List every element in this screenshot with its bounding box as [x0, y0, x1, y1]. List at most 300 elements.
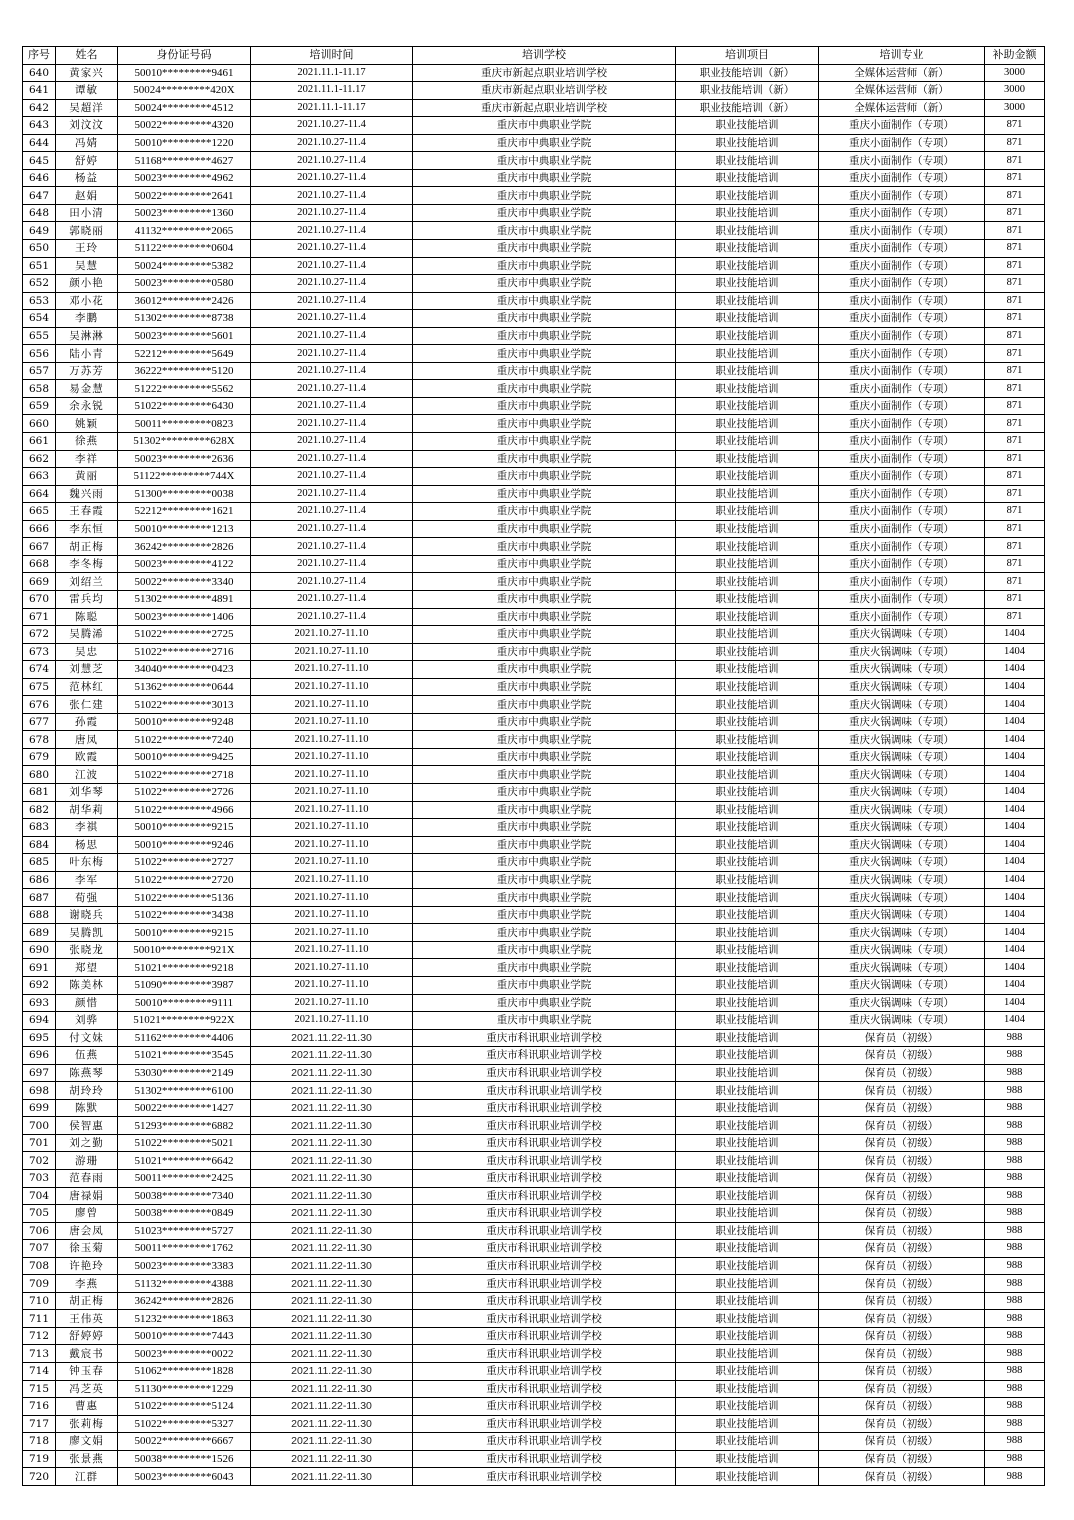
id-number-cell: 51022*********2726	[118, 783, 251, 801]
major-cell: 保育员（初级）	[819, 1047, 985, 1065]
major-cell: 重庆火锅调味（专项）	[819, 1012, 985, 1030]
major-cell: 保育员（初级）	[819, 1064, 985, 1082]
training-date-cell: 2021.11.1-11.17	[251, 82, 413, 100]
name-cell: 陈燕琴	[56, 1064, 118, 1082]
project-cell: 职业技能培训	[676, 1187, 819, 1205]
table-row	[23, 82, 1045, 100]
training-date-cell: 2021.10.27-11.4	[251, 468, 413, 486]
name-cell: 冯婧	[56, 134, 118, 152]
training-date-cell: 2021.10.27-11.10	[251, 994, 413, 1012]
school-cell: 重庆市中典职业学院	[413, 766, 676, 784]
training-date-cell: 2021.10.27-11.10	[251, 941, 413, 959]
school-cell: 重庆市中典职业学院	[413, 485, 676, 503]
training-date-cell: 2021.11.22-11.30	[251, 1433, 413, 1451]
project-cell: 职业技能培训	[676, 450, 819, 468]
subsidy-roster-sheet	[22, 46, 1044, 1486]
amount-cell: 988	[985, 1310, 1045, 1328]
id-number-cell: 51022*********2725	[118, 626, 251, 644]
amount-cell: 1404	[985, 696, 1045, 714]
amount-cell: 1404	[985, 889, 1045, 907]
table-row	[23, 959, 1045, 977]
project-cell: 职业技能培训	[676, 731, 819, 749]
index-cell: 697	[23, 1064, 56, 1082]
project-cell: 职业技能培训	[676, 783, 819, 801]
name-cell: 姚颖	[56, 415, 118, 433]
training-date-cell: 2021.11.22-11.30	[251, 1170, 413, 1188]
index-cell: 667	[23, 538, 56, 556]
school-cell: 重庆市科讯职业培训学校	[413, 1363, 676, 1381]
school-cell: 重庆市中典职业学院	[413, 836, 676, 854]
col-header-project: 培训项目	[676, 47, 819, 65]
table-row	[23, 819, 1045, 837]
project-cell: 职业技能培训	[676, 1415, 819, 1433]
amount-cell: 1404	[985, 819, 1045, 837]
name-cell: 张景燕	[56, 1450, 118, 1468]
project-cell: 职业技能培训	[676, 994, 819, 1012]
major-cell: 保育员（初级）	[819, 1398, 985, 1416]
table-row	[23, 608, 1045, 626]
amount-cell: 871	[985, 169, 1045, 187]
table-row	[23, 1415, 1045, 1433]
id-number-cell: 51222*********5562	[118, 380, 251, 398]
training-date-cell: 2021.10.27-11.10	[251, 766, 413, 784]
name-cell: 刘之勤	[56, 1134, 118, 1152]
table-row	[23, 380, 1045, 398]
table-row	[23, 327, 1045, 345]
project-cell: 职业技能培训	[676, 766, 819, 784]
school-cell: 重庆市中典职业学院	[413, 871, 676, 889]
amount-cell: 988	[985, 1134, 1045, 1152]
id-number-cell: 50022*********3340	[118, 573, 251, 591]
major-cell: 重庆小面制作（专项）	[819, 257, 985, 275]
name-cell: 李鹏	[56, 310, 118, 328]
index-cell: 656	[23, 345, 56, 363]
project-cell: 职业技能培训	[676, 1012, 819, 1030]
training-date-cell: 2021.10.27-11.10	[251, 819, 413, 837]
school-cell: 重庆市中典职业学院	[413, 134, 676, 152]
project-cell: 职业技能培训	[676, 1099, 819, 1117]
table-row	[23, 941, 1045, 959]
id-number-cell: 51090*********3987	[118, 976, 251, 994]
school-cell: 重庆市中典职业学院	[413, 345, 676, 363]
project-cell: 职业技能培训	[676, 1117, 819, 1135]
name-cell: 李祺	[56, 819, 118, 837]
project-cell: 职业技能培训	[676, 169, 819, 187]
index-cell: 678	[23, 731, 56, 749]
amount-cell: 871	[985, 520, 1045, 538]
index-cell: 699	[23, 1099, 56, 1117]
table-row	[23, 1327, 1045, 1345]
table-row	[23, 222, 1045, 240]
training-date-cell: 2021.11.22-11.30	[251, 1363, 413, 1381]
project-cell: 职业技能培训	[676, 1170, 819, 1188]
major-cell: 保育员（初级）	[819, 1205, 985, 1223]
school-cell: 重庆市中典职业学院	[413, 362, 676, 380]
name-cell: 伍燕	[56, 1047, 118, 1065]
project-cell: 职业技能培训	[676, 1222, 819, 1240]
amount-cell: 1404	[985, 661, 1045, 679]
project-cell: 职业技能培训	[676, 1292, 819, 1310]
school-cell: 重庆市中典职业学院	[413, 415, 676, 433]
name-cell: 郭晓丽	[56, 222, 118, 240]
name-cell: 胡玲玲	[56, 1082, 118, 1100]
project-cell: 职业技能培训	[676, 959, 819, 977]
training-date-cell: 2021.10.27-11.4	[251, 433, 413, 451]
amount-cell: 871	[985, 345, 1045, 363]
school-cell: 重庆市科讯职业培训学校	[413, 1064, 676, 1082]
amount-cell: 871	[985, 485, 1045, 503]
id-number-cell: 50023*********6043	[118, 1468, 251, 1486]
name-cell: 叶东梅	[56, 854, 118, 872]
project-cell: 职业技能培训	[676, 1310, 819, 1328]
project-cell: 职业技能培训	[676, 1134, 819, 1152]
index-cell: 648	[23, 204, 56, 222]
name-cell: 胡华莉	[56, 801, 118, 819]
training-date-cell: 2021.10.27-11.10	[251, 643, 413, 661]
training-date-cell: 2021.10.27-11.4	[251, 608, 413, 626]
school-cell: 重庆市中典职业学院	[413, 854, 676, 872]
id-number-cell: 51122*********0604	[118, 240, 251, 258]
major-cell: 保育员（初级）	[819, 1029, 985, 1047]
school-cell: 重庆市科讯职业培训学校	[413, 1327, 676, 1345]
amount-cell: 988	[985, 1398, 1045, 1416]
major-cell: 重庆小面制作（专项）	[819, 117, 985, 135]
school-cell: 重庆市中典职业学院	[413, 643, 676, 661]
school-cell: 重庆市中典职业学院	[413, 801, 676, 819]
amount-cell: 988	[985, 1380, 1045, 1398]
amount-cell: 871	[985, 310, 1045, 328]
name-cell: 李祥	[56, 450, 118, 468]
table-row	[23, 468, 1045, 486]
table-row	[23, 573, 1045, 591]
id-number-cell: 51022*********2718	[118, 766, 251, 784]
training-date-cell: 2021.11.22-11.30	[251, 1380, 413, 1398]
id-number-cell: 51022*********7240	[118, 731, 251, 749]
name-cell: 胡正梅	[56, 538, 118, 556]
project-cell: 职业技能培训	[676, 187, 819, 205]
amount-cell: 1404	[985, 906, 1045, 924]
training-date-cell: 2021.11.22-11.30	[251, 1415, 413, 1433]
table-row	[23, 503, 1045, 521]
project-cell: 职业技能培训	[676, 362, 819, 380]
training-date-cell: 2021.10.27-11.10	[251, 976, 413, 994]
school-cell: 重庆市中典职业学院	[413, 976, 676, 994]
project-cell: 职业技能培训	[676, 713, 819, 731]
index-cell: 680	[23, 766, 56, 784]
training-date-cell: 2021.11.22-11.30	[251, 1152, 413, 1170]
major-cell: 重庆火锅调味（专项）	[819, 819, 985, 837]
major-cell: 保育员（初级）	[819, 1275, 985, 1293]
amount-cell: 1404	[985, 626, 1045, 644]
major-cell: 重庆小面制作（专项）	[819, 152, 985, 170]
amount-cell: 1404	[985, 1012, 1045, 1030]
major-cell: 重庆小面制作（专项）	[819, 240, 985, 258]
school-cell: 重庆市新起点职业培训学校	[413, 64, 676, 82]
project-cell: 职业技能培训	[676, 590, 819, 608]
project-cell: 职业技能培训	[676, 678, 819, 696]
name-cell: 吴腾浠	[56, 626, 118, 644]
table-row	[23, 1468, 1045, 1486]
major-cell: 保育员（初级）	[819, 1433, 985, 1451]
amount-cell: 871	[985, 538, 1045, 556]
project-cell: 职业技能培训	[676, 204, 819, 222]
training-date-cell: 2021.11.1-11.17	[251, 99, 413, 117]
table-row	[23, 1240, 1045, 1258]
school-cell: 重庆市中典职业学院	[413, 1012, 676, 1030]
school-cell: 重庆市科讯职业培训学校	[413, 1257, 676, 1275]
index-cell: 684	[23, 836, 56, 854]
id-number-cell: 51232*********1863	[118, 1310, 251, 1328]
major-cell: 重庆火锅调味（专项）	[819, 713, 985, 731]
training-date-cell: 2021.10.27-11.10	[251, 871, 413, 889]
training-date-cell: 2021.11.22-11.30	[251, 1345, 413, 1363]
major-cell: 重庆小面制作（专项）	[819, 204, 985, 222]
training-date-cell: 2021.10.27-11.10	[251, 783, 413, 801]
index-cell: 643	[23, 117, 56, 135]
index-cell: 705	[23, 1205, 56, 1223]
project-cell: 职业技能培训	[676, 801, 819, 819]
project-cell: 职业技能培训	[676, 626, 819, 644]
major-cell: 保育员（初级）	[819, 1345, 985, 1363]
table-row	[23, 766, 1045, 784]
school-cell: 重庆市科讯职业培训学校	[413, 1099, 676, 1117]
table-row	[23, 134, 1045, 152]
table-row	[23, 871, 1045, 889]
id-number-cell: 50022*********4320	[118, 117, 251, 135]
table-row	[23, 1170, 1045, 1188]
project-cell: 职业技能培训	[676, 1363, 819, 1381]
id-number-cell: 51022*********4966	[118, 801, 251, 819]
project-cell: 职业技能培训	[676, 1275, 819, 1293]
training-date-cell: 2021.10.27-11.10	[251, 1012, 413, 1030]
training-date-cell: 2021.10.27-11.4	[251, 555, 413, 573]
table-row	[23, 1222, 1045, 1240]
name-cell: 余永锐	[56, 397, 118, 415]
name-cell: 李燕	[56, 1275, 118, 1293]
project-cell: 职业技能培训	[676, 1468, 819, 1486]
id-number-cell: 50010*********9111	[118, 994, 251, 1012]
id-number-cell: 51130*********1229	[118, 1380, 251, 1398]
project-cell: 职业技能培训（新）	[676, 64, 819, 82]
table-row	[23, 1134, 1045, 1152]
id-number-cell: 34040*********0423	[118, 661, 251, 679]
project-cell: 职业技能培训	[676, 1064, 819, 1082]
table-row	[23, 1450, 1045, 1468]
amount-cell: 988	[985, 1205, 1045, 1223]
project-cell: 职业技能培训	[676, 275, 819, 293]
index-cell: 709	[23, 1275, 56, 1293]
index-cell: 658	[23, 380, 56, 398]
project-cell: 职业技能培训（新）	[676, 99, 819, 117]
major-cell: 重庆火锅调味（专项）	[819, 696, 985, 714]
id-number-cell: 51022*********5021	[118, 1134, 251, 1152]
table-row	[23, 1380, 1045, 1398]
name-cell: 戴宸书	[56, 1345, 118, 1363]
name-cell: 杨思	[56, 836, 118, 854]
index-cell: 645	[23, 152, 56, 170]
id-number-cell: 41132*********2065	[118, 222, 251, 240]
major-cell: 重庆火锅调味（专项）	[819, 783, 985, 801]
name-cell: 江群	[56, 1468, 118, 1486]
id-number-cell: 51022*********6430	[118, 397, 251, 415]
school-cell: 重庆市中典职业学院	[413, 573, 676, 591]
project-cell: 职业技能培训	[676, 415, 819, 433]
table-row	[23, 292, 1045, 310]
project-cell: 职业技能培训	[676, 1433, 819, 1451]
name-cell: 吴慧	[56, 257, 118, 275]
school-cell: 重庆市科讯职业培训学校	[413, 1398, 676, 1416]
amount-cell: 1404	[985, 678, 1045, 696]
amount-cell: 1404	[985, 766, 1045, 784]
major-cell: 重庆小面制作（专项）	[819, 468, 985, 486]
major-cell: 重庆小面制作（专项）	[819, 433, 985, 451]
training-date-cell: 2021.11.22-11.30	[251, 1029, 413, 1047]
major-cell: 重庆小面制作（专项）	[819, 573, 985, 591]
amount-cell: 1404	[985, 801, 1045, 819]
training-date-cell: 2021.11.22-11.30	[251, 1047, 413, 1065]
index-cell: 695	[23, 1029, 56, 1047]
project-cell: 职业技能培训	[676, 643, 819, 661]
name-cell: 郑望	[56, 959, 118, 977]
id-number-cell: 51021*********922X	[118, 1012, 251, 1030]
training-date-cell: 2021.11.22-11.30	[251, 1292, 413, 1310]
training-date-cell: 2021.10.27-11.10	[251, 906, 413, 924]
training-date-cell: 2021.10.27-11.10	[251, 836, 413, 854]
school-cell: 重庆市中典职业学院	[413, 257, 676, 275]
amount-cell: 988	[985, 1292, 1045, 1310]
table-row	[23, 854, 1045, 872]
index-cell: 649	[23, 222, 56, 240]
id-number-cell: 50010*********9461	[118, 64, 251, 82]
project-cell: 职业技能培训	[676, 485, 819, 503]
major-cell: 保育员（初级）	[819, 1363, 985, 1381]
amount-cell: 988	[985, 1047, 1045, 1065]
school-cell: 重庆市中典职业学院	[413, 292, 676, 310]
name-cell: 游珊	[56, 1152, 118, 1170]
index-cell: 682	[23, 801, 56, 819]
id-number-cell: 50011*********1762	[118, 1240, 251, 1258]
amount-cell: 1404	[985, 783, 1045, 801]
id-number-cell: 50024*********4512	[118, 99, 251, 117]
major-cell: 重庆火锅调味（专项）	[819, 976, 985, 994]
index-cell: 662	[23, 450, 56, 468]
school-cell: 重庆市中典职业学院	[413, 731, 676, 749]
school-cell: 重庆市中典职业学院	[413, 187, 676, 205]
table-row	[23, 1117, 1045, 1135]
amount-cell: 988	[985, 1363, 1045, 1381]
table-row	[23, 1012, 1045, 1030]
major-cell: 重庆小面制作（专项）	[819, 608, 985, 626]
project-cell: 职业技能培训	[676, 1380, 819, 1398]
school-cell: 重庆市中典职业学院	[413, 941, 676, 959]
training-date-cell: 2021.10.27-11.4	[251, 257, 413, 275]
name-cell: 刘汶汶	[56, 117, 118, 135]
project-cell: 职业技能培训	[676, 696, 819, 714]
name-cell: 张仁建	[56, 696, 118, 714]
project-cell: 职业技能培训	[676, 397, 819, 415]
col-header-major: 培训专业	[819, 47, 985, 65]
major-cell: 重庆小面制作（专项）	[819, 134, 985, 152]
id-number-cell: 50038*********7340	[118, 1187, 251, 1205]
id-number-cell: 36012*********2426	[118, 292, 251, 310]
name-cell: 陈美林	[56, 976, 118, 994]
school-cell: 重庆市科讯职业培训学校	[413, 1345, 676, 1363]
training-date-cell: 2021.10.27-11.10	[251, 661, 413, 679]
id-number-cell: 51022*********3013	[118, 696, 251, 714]
major-cell: 重庆小面制作（专项）	[819, 362, 985, 380]
table-row	[23, 397, 1045, 415]
school-cell: 重庆市科讯职业培训学校	[413, 1240, 676, 1258]
name-cell: 吴超洋	[56, 99, 118, 117]
school-cell: 重庆市中典职业学院	[413, 819, 676, 837]
major-cell: 重庆火锅调味（专项）	[819, 678, 985, 696]
amount-cell: 871	[985, 450, 1045, 468]
major-cell: 全媒体运营师（新）	[819, 99, 985, 117]
training-date-cell: 2021.10.27-11.4	[251, 380, 413, 398]
index-cell: 653	[23, 292, 56, 310]
school-cell: 重庆市中典职业学院	[413, 327, 676, 345]
amount-cell: 871	[985, 380, 1045, 398]
table-row	[23, 906, 1045, 924]
major-cell: 重庆火锅调味（专项）	[819, 731, 985, 749]
project-cell: 职业技能培训	[676, 819, 819, 837]
name-cell: 曹惠	[56, 1398, 118, 1416]
name-cell: 吴淋淋	[56, 327, 118, 345]
index-cell: 671	[23, 608, 56, 626]
major-cell: 重庆小面制作（专项）	[819, 292, 985, 310]
col-header-school: 培训学校	[413, 47, 676, 65]
amount-cell: 988	[985, 1240, 1045, 1258]
amount-cell: 1404	[985, 924, 1045, 942]
school-cell: 重庆市中典职业学院	[413, 240, 676, 258]
training-date-cell: 2021.11.22-11.30	[251, 1117, 413, 1135]
name-cell: 王春霞	[56, 503, 118, 521]
school-cell: 重庆市中典职业学院	[413, 169, 676, 187]
table-row	[23, 1029, 1045, 1047]
major-cell: 重庆火锅调味（专项）	[819, 889, 985, 907]
project-cell: 职业技能培训	[676, 327, 819, 345]
amount-cell: 988	[985, 1082, 1045, 1100]
school-cell: 重庆市中典职业学院	[413, 380, 676, 398]
school-cell: 重庆市中典职业学院	[413, 275, 676, 293]
id-number-cell: 51022*********5327	[118, 1415, 251, 1433]
major-cell: 保育员（初级）	[819, 1117, 985, 1135]
table-row	[23, 889, 1045, 907]
name-cell: 颜惜	[56, 994, 118, 1012]
name-cell: 刘绍兰	[56, 573, 118, 591]
project-cell: 职业技能培训	[676, 1240, 819, 1258]
training-date-cell: 2021.11.22-11.30	[251, 1082, 413, 1100]
name-cell: 孙霞	[56, 713, 118, 731]
index-cell: 696	[23, 1047, 56, 1065]
index-cell: 663	[23, 468, 56, 486]
amount-cell: 3000	[985, 82, 1045, 100]
index-cell: 714	[23, 1363, 56, 1381]
id-number-cell: 52212*********1621	[118, 503, 251, 521]
index-cell: 676	[23, 696, 56, 714]
index-cell: 716	[23, 1398, 56, 1416]
major-cell: 重庆小面制作（专项）	[819, 327, 985, 345]
table-row	[23, 924, 1045, 942]
name-cell: 侯智惠	[56, 1117, 118, 1135]
school-cell: 重庆市中典职业学院	[413, 626, 676, 644]
amount-cell: 988	[985, 1433, 1045, 1451]
training-date-cell: 2021.10.27-11.4	[251, 222, 413, 240]
id-number-cell: 50023*********0022	[118, 1345, 251, 1363]
school-cell: 重庆市中典职业学院	[413, 222, 676, 240]
index-cell: 651	[23, 257, 56, 275]
training-date-cell: 2021.10.27-11.4	[251, 117, 413, 135]
